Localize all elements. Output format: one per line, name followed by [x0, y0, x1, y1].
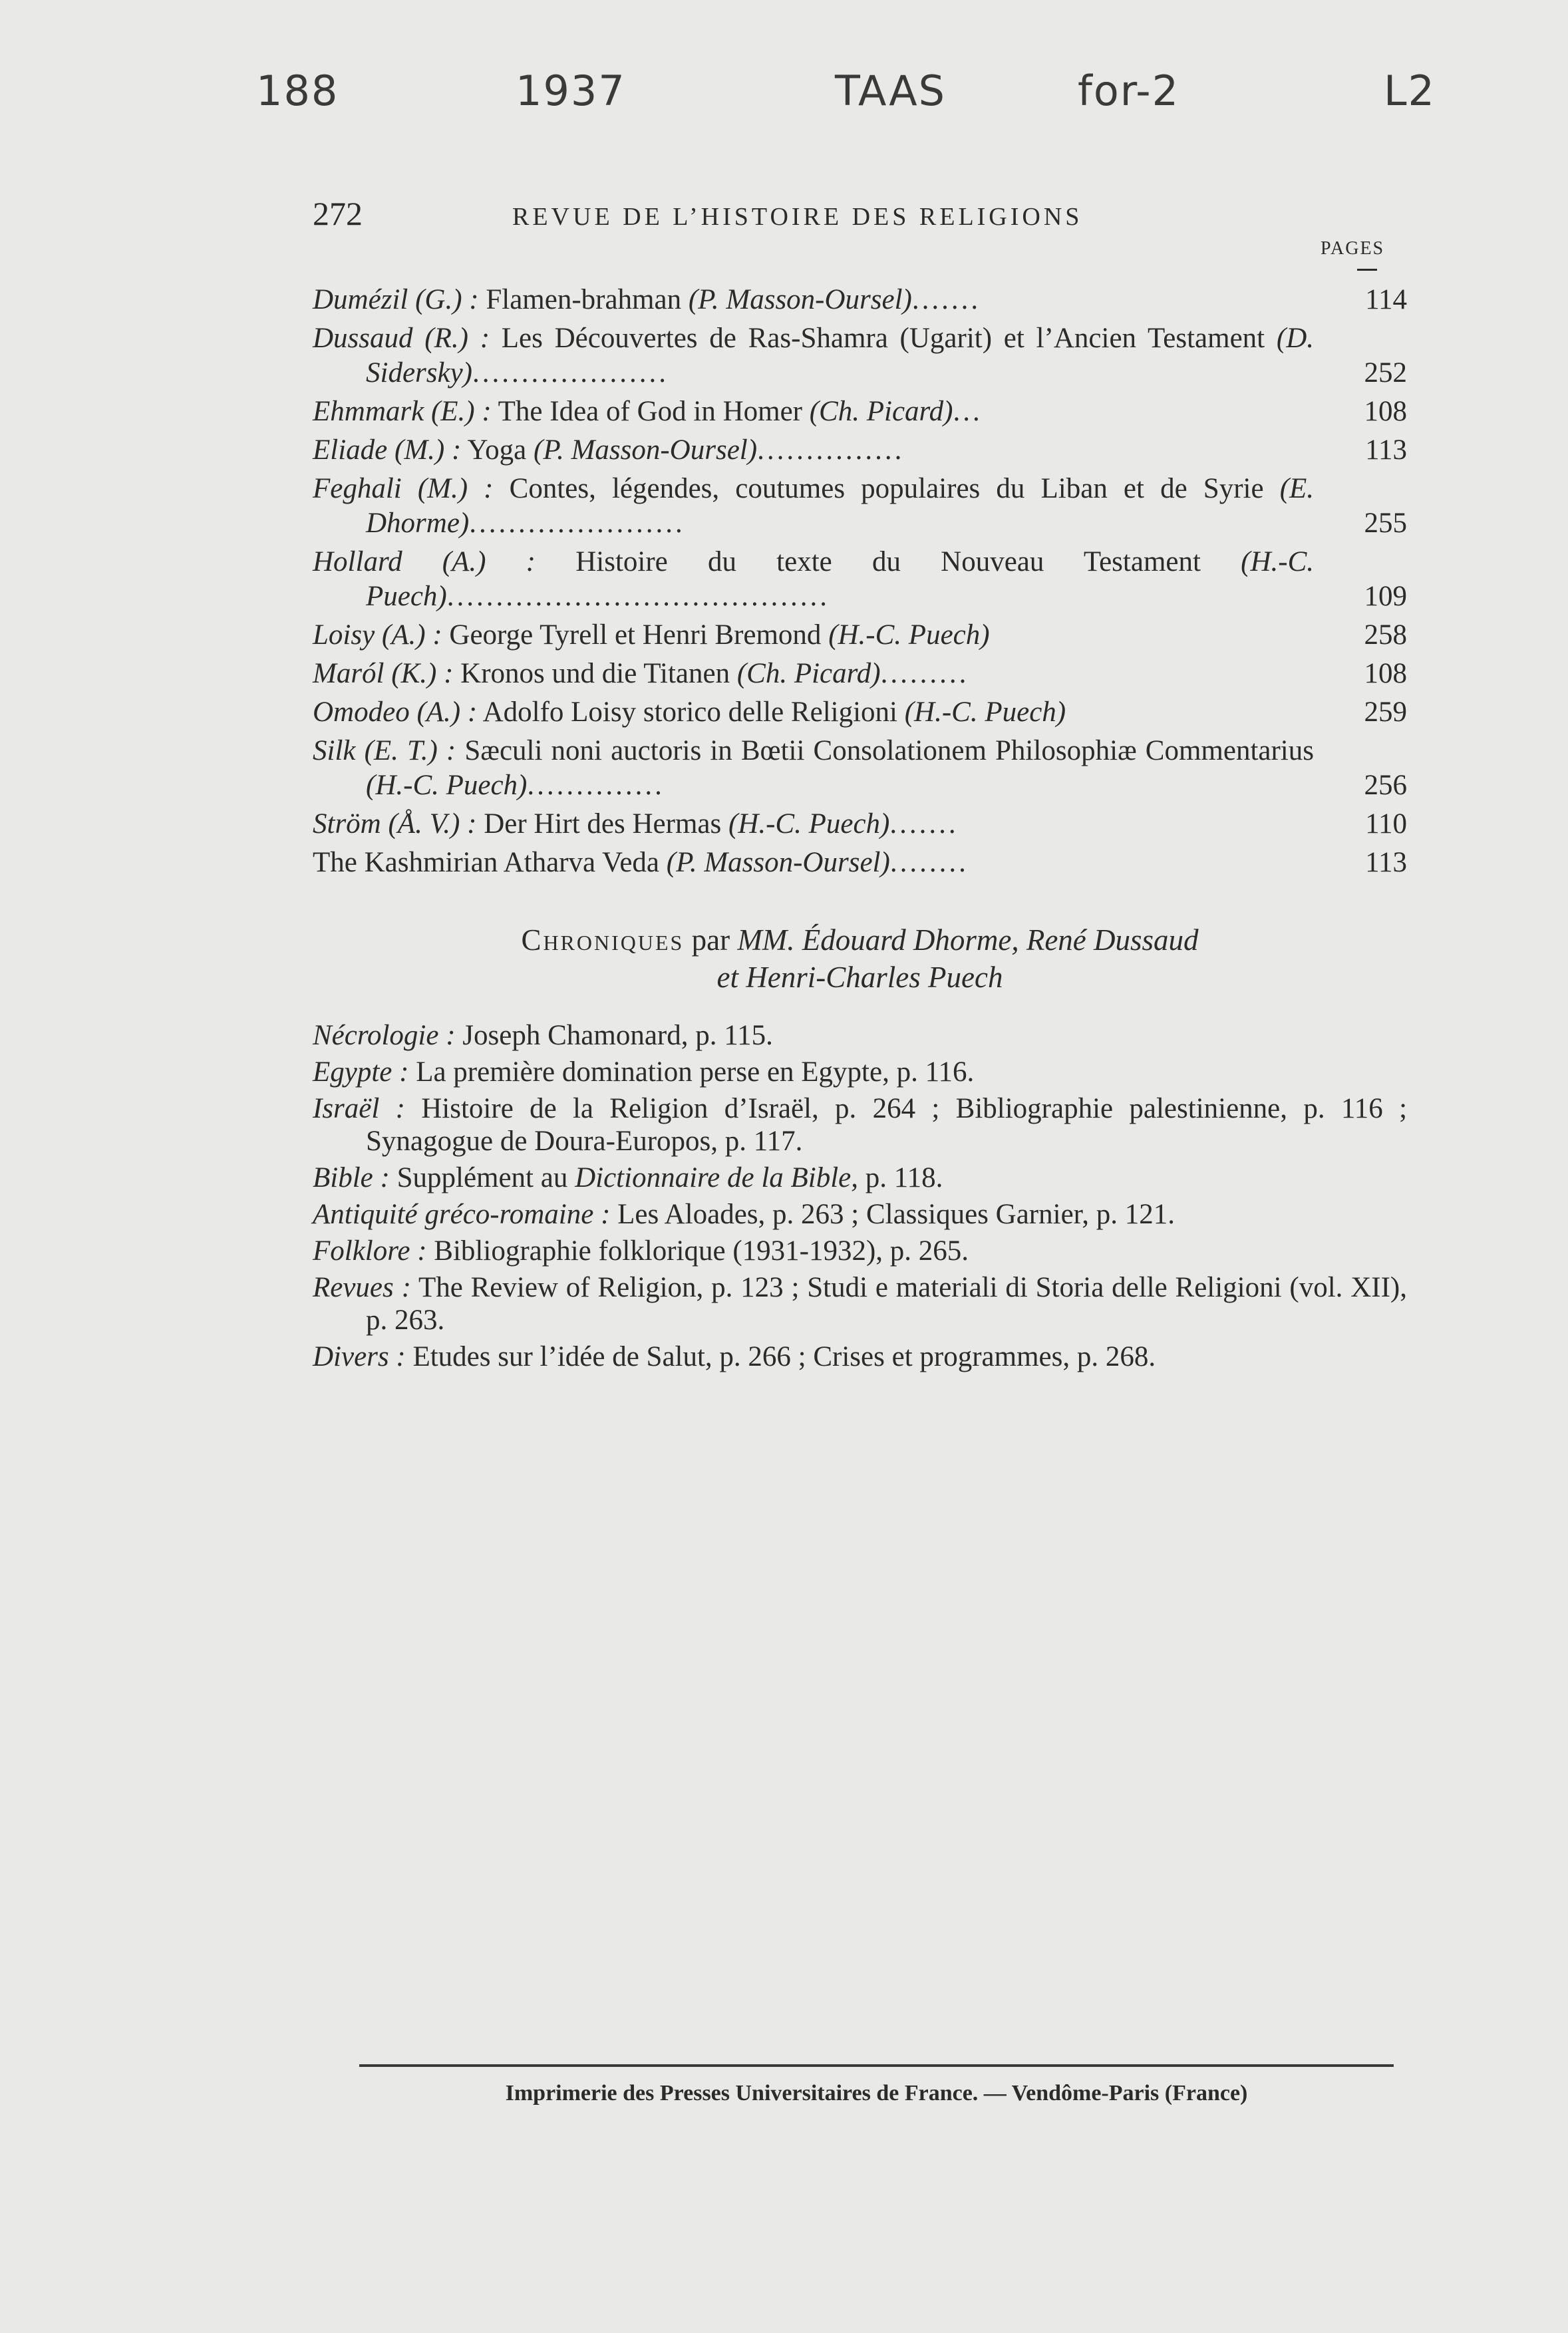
pages-column-rule	[1357, 269, 1377, 271]
entry-author: Omodeo (A.) :	[313, 697, 478, 728]
entry-leader-dots: ...	[953, 396, 983, 427]
entry-title: Flamen-brahman	[486, 284, 682, 315]
chroniques-heading	[313, 921, 1407, 996]
handwritten-note-4: for-2	[1078, 67, 1180, 115]
chroniques-par: par	[691, 923, 730, 957]
running-title: REVUE DE L’HISTOIRE DES RELIGIONS	[512, 203, 1083, 231]
entry-page: 113	[1365, 847, 1407, 878]
list-item	[313, 394, 1407, 429]
entry-reviewer: (E. Dhorme)	[366, 473, 1315, 539]
entry-page: 258	[1364, 619, 1407, 651]
entry-title: Histoire du texte du Nouveau Testament	[575, 546, 1201, 577]
chronicle-text: Supplément au	[396, 1162, 568, 1193]
entry-author: Loisy (A.) :	[313, 619, 442, 651]
entry-author: Ström (Å. V.) :	[313, 808, 477, 840]
entry-title: Les Découvertes de Ras-Shamra (Ugarit) et l’Ancien Testament	[501, 323, 1265, 354]
entry-title: Yoga	[467, 434, 527, 466]
chronicle-text: Etudes sur l’idée de Salut, p. 266 ; Crises et programmes, p. 268.	[412, 1341, 1156, 1372]
review-index-list	[313, 283, 1407, 884]
entry-author: Eliade (M.) :	[313, 434, 462, 466]
chronicle-label: Folklore :	[313, 1235, 427, 1267]
entry-reviewer: (H.-C. Puech)	[366, 770, 528, 801]
chronicle-text-italic: Dictionnaire de la Bible,	[575, 1162, 859, 1193]
entry-page: 259	[1364, 697, 1407, 728]
entry-author: Feghali (M.) :	[313, 473, 494, 504]
entry-page: 108	[1364, 658, 1407, 689]
chronicle-label: Egypte :	[313, 1056, 409, 1088]
list-item	[313, 1056, 1407, 1088]
chronicle-text-end: p. 118.	[865, 1162, 943, 1193]
entry-page: 108	[1364, 396, 1407, 427]
entry-page: 110	[1365, 808, 1407, 840]
chronicle-text: La première domination perse en Egypte, p. 116.	[416, 1056, 975, 1088]
chronicle-label: Antiquité gréco-romaine :	[313, 1199, 611, 1230]
entry-title: Der Hirt des Hermas	[484, 808, 722, 840]
entry-leader-dots: .......................................	[446, 581, 830, 612]
page-number: 272	[313, 195, 363, 232]
list-item	[313, 695, 1407, 730]
list-item	[313, 807, 1407, 842]
entry-reviewer: (H.-C. Puech)	[728, 808, 890, 840]
handwritten-note-5: L2	[1384, 67, 1436, 115]
entry-author: Dumézil (G.) :	[313, 284, 479, 315]
entry-leader-dots: ..............	[527, 770, 665, 801]
chronicle-label: Israël :	[313, 1093, 405, 1124]
chronicle-list	[313, 1019, 1407, 1377]
entry-reviewer: (P. Masson-Oursel)	[688, 284, 912, 315]
entry-title: The Idea of God in Homer	[498, 396, 802, 427]
list-item	[313, 472, 1407, 541]
list-item	[313, 1162, 1407, 1194]
chronicle-label: Bible :	[313, 1162, 390, 1193]
list-item	[313, 545, 1407, 614]
handwritten-note-1: 188	[256, 67, 339, 115]
list-item	[313, 1092, 1407, 1158]
chroniques-label: Chroniques	[521, 923, 685, 957]
entry-title: The Kashmirian Atharva Veda	[313, 847, 660, 878]
handwritten-note-3: TAAS	[835, 67, 946, 115]
chronicle-text: Bibliographie folklorique (1931-1932), p. 265.	[434, 1235, 969, 1267]
entry-leader-dots: .......	[889, 808, 959, 840]
list-item	[313, 657, 1407, 691]
entry-reviewer: (H.-C. Puech)	[904, 697, 1066, 728]
entry-reviewer: (Ch. Picard)	[809, 396, 953, 427]
entry-page: 109	[1364, 581, 1407, 612]
entry-page: 113	[1365, 434, 1407, 466]
footer-rule	[359, 2064, 1394, 2067]
entry-reviewer: (H.-C. Puech)	[828, 619, 990, 651]
entry-reviewer: (P. Masson-Oursel)	[534, 434, 758, 466]
entry-reviewer: (D. Sidersky)	[366, 323, 1315, 389]
entry-page: 255	[1364, 508, 1407, 539]
entry-title: Contes, légendes, coutumes populaires du Liban et de Syrie	[509, 473, 1264, 504]
chronicle-label: Divers :	[313, 1341, 406, 1372]
entry-reviewer: (Ch. Picard)	[736, 658, 881, 689]
chronicle-text: Histoire de la Religion d’Israël, p. 264 ; Bibliographie palestinienne, p. 116 ; Synagogue de Doura-Europos, p. 117.	[366, 1093, 1408, 1157]
entry-author: Hollard (A.) :	[313, 546, 536, 577]
list-item	[313, 1235, 1407, 1267]
imprint-line: Imprimerie des Presses Universitaires de France. — Vendôme-Paris (France)	[505, 2081, 1248, 2105]
chronicle-text: The Review of Religion, p. 123 ; Studi e materiali di Storia delle Religioni (vol. XII), p. 263.	[366, 1272, 1407, 1336]
entry-page: 114	[1365, 284, 1407, 315]
list-item	[313, 1340, 1407, 1373]
entry-leader-dots: .......	[911, 284, 981, 315]
chroniques-authors-line1: MM. Édouard Dhorme, René Dussaud	[737, 923, 1199, 957]
entry-author: Silk (E. T.) :	[313, 735, 456, 766]
entry-author: Maról (K.) :	[313, 658, 454, 689]
entry-author: Dussaud (R.) :	[313, 323, 490, 354]
entry-leader-dots: ...............	[757, 434, 905, 466]
entry-title: Kronos und die Titanen	[460, 658, 730, 689]
entry-title: Sæculi noni auctoris in Bœtii Consolationem Philosophiæ Commentarius	[464, 735, 1314, 766]
entry-reviewer: (H.-C. Puech)	[366, 546, 1315, 612]
entry-leader-dots: ......................	[469, 508, 685, 539]
chroniques-authors-line2: et Henri-Charles Puech	[716, 961, 1003, 994]
entry-reviewer: (P. Masson-Oursel)	[666, 847, 890, 878]
list-item	[313, 1019, 1407, 1052]
list-item	[313, 846, 1407, 880]
entry-leader-dots: .........	[880, 658, 969, 689]
entry-leader-dots: ....................	[472, 357, 669, 389]
chronicle-text: Joseph Chamonard, p. 115.	[462, 1020, 773, 1051]
list-item	[313, 1271, 1407, 1336]
list-item	[313, 321, 1407, 390]
handwritten-note-2: 1937	[516, 67, 626, 115]
page-header	[313, 194, 1404, 241]
entry-title: George Tyrell et Henri Bremond	[449, 619, 822, 651]
pages-column-label: PAGES	[1321, 238, 1385, 259]
list-item	[313, 1198, 1407, 1231]
entry-page: 256	[1364, 770, 1407, 801]
entry-title: Adolfo Loisy storico delle Religioni	[482, 697, 897, 728]
list-item	[313, 618, 1407, 653]
list-item	[313, 283, 1407, 317]
chronicle-text: Les Aloades, p. 263 ; Classiques Garnier, p. 121.	[617, 1199, 1176, 1230]
chronicle-label: Nécrologie :	[313, 1020, 456, 1051]
list-item	[313, 734, 1407, 803]
entry-author: Ehmmark (E.) :	[313, 396, 492, 427]
entry-page: 252	[1364, 357, 1407, 389]
list-item	[313, 433, 1407, 468]
entry-leader-dots: ........	[889, 847, 969, 878]
chronicle-label: Revues :	[313, 1272, 411, 1303]
